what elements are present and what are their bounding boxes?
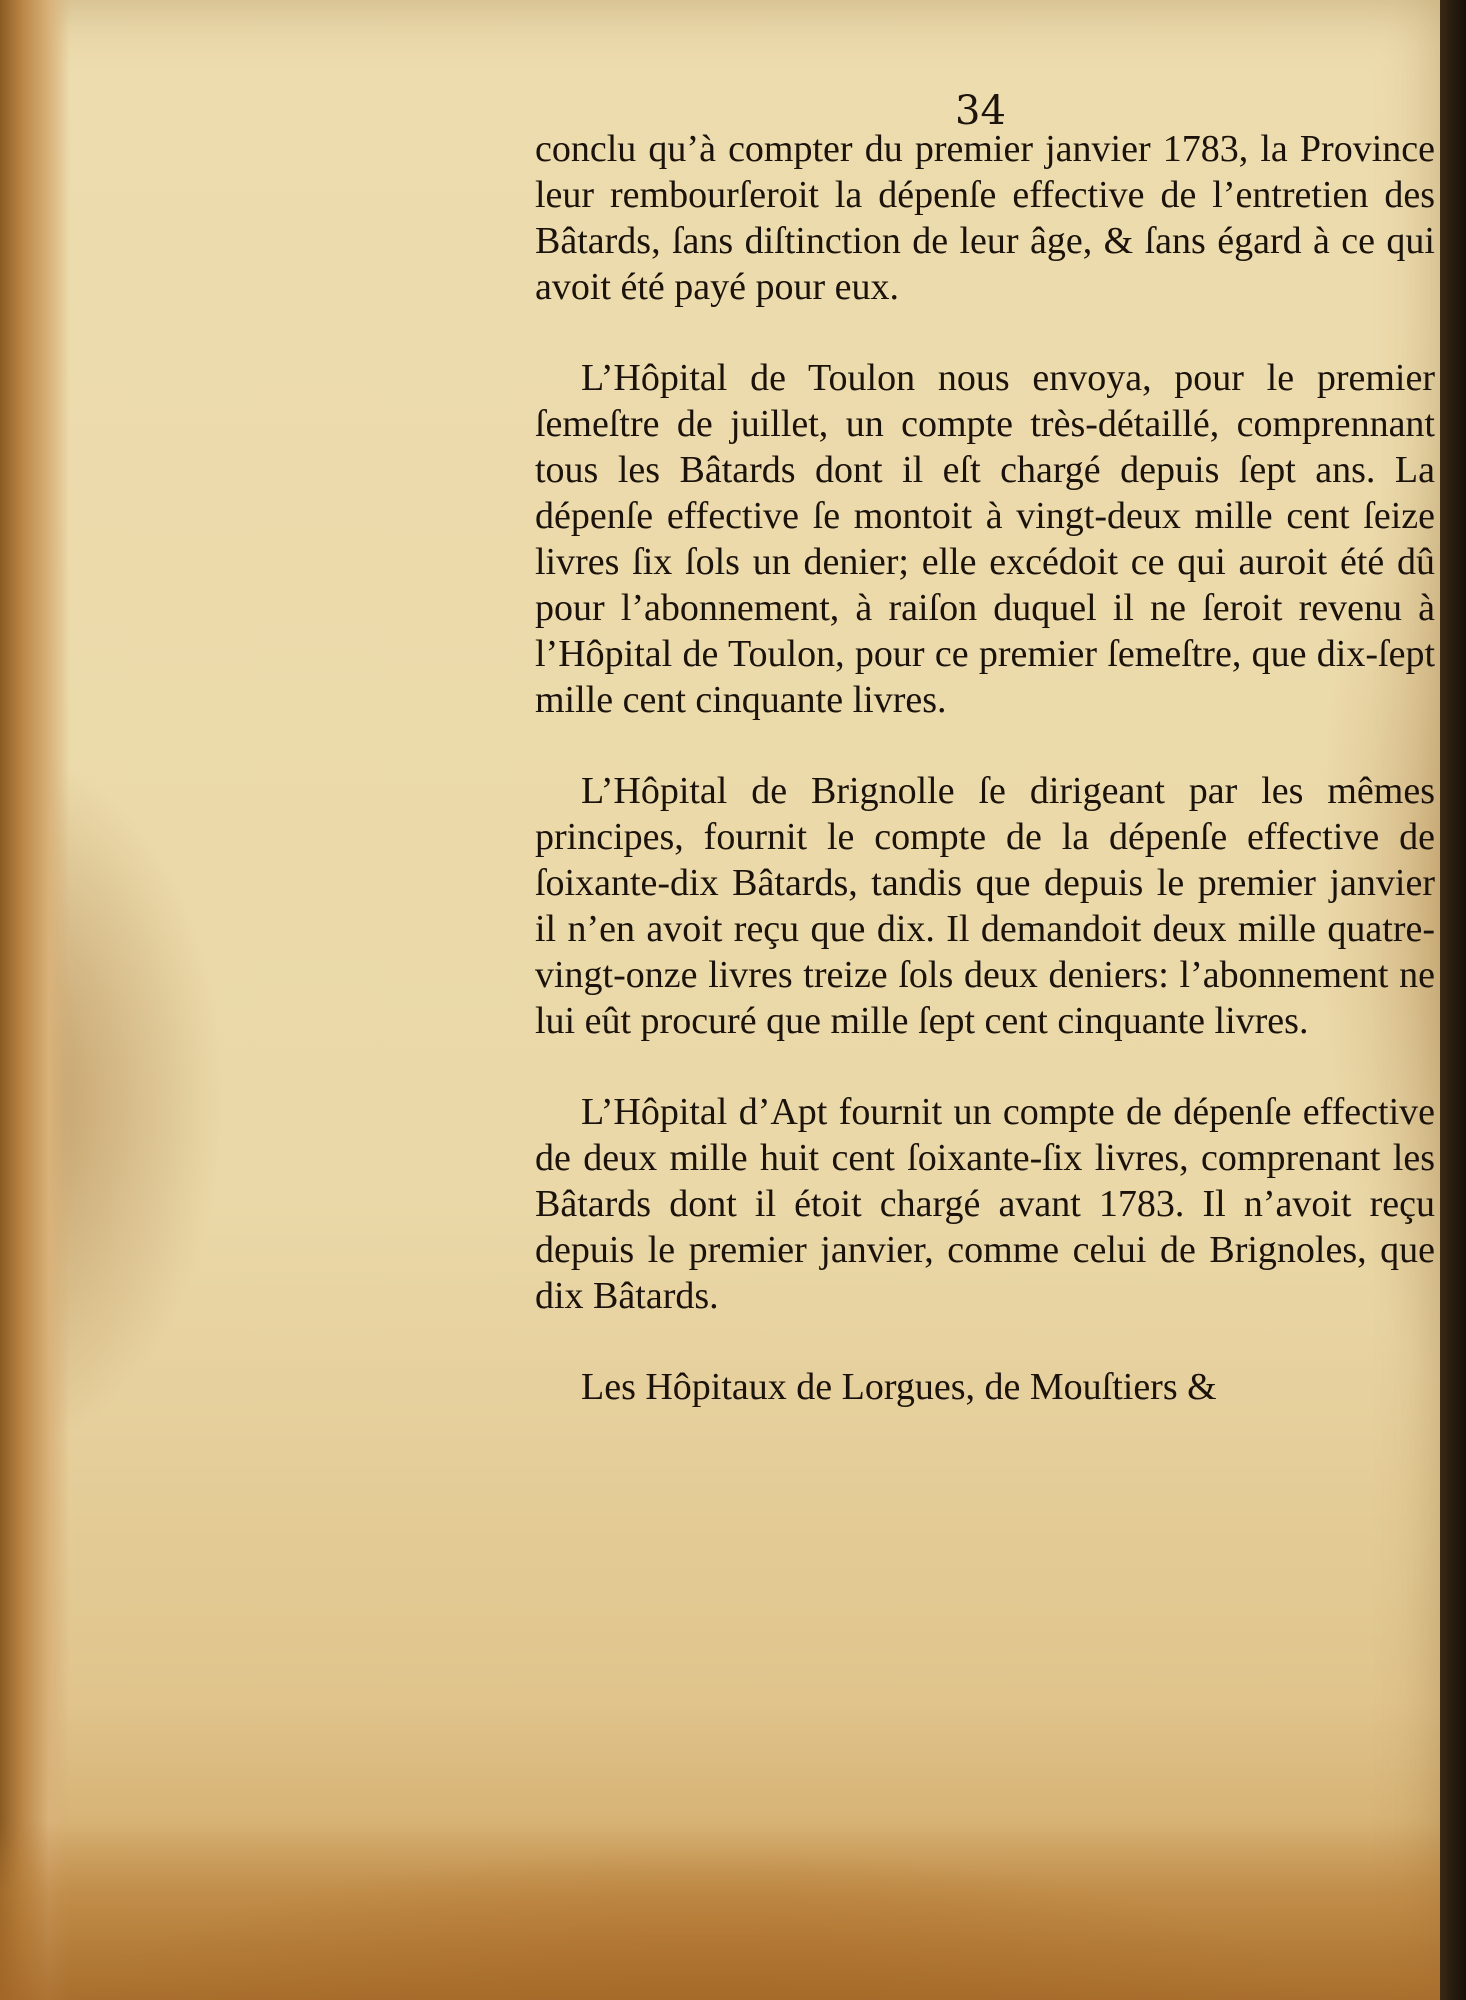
body-text	[535, 126, 1435, 1410]
page-number: 34	[955, 88, 1006, 134]
paragraph-2: L’Hôpital de Toulon nous envoya, pour le premier ſemeſtre de juillet, un compte très-détaillé, comprennant tous les Bâtards dont il eſt chargé depuis ſept ans. La dépenſe effective ſe montoit à vingt-deux mille cent ſeize livres ſix ſols un denier; elle excédoit ce qui auroit été dû pour l’abonnement, à raiſon duquel il ne ſeroit revenu à l’Hôpital de Toulon, pour ce premier ſemeſtre, que dix-ſept mille cent cinquante livres.	[535, 357, 1435, 721]
water-stain	[0, 1820, 1440, 2000]
paragraph-4: L’Hôpital d’Apt fournit un compte de dépenſe effective de deux mille huit cent ſoixante-ſix livres, comprenant les Bâtards dont il étoit chargé avant 1783. Il n’avoit reçu depuis le premier janvier, comme celui de Brignoles, que dix Bâtards.	[535, 1091, 1435, 1317]
paragraph-3: L’Hôpital de Brignolle ſe dirigeant par les mêmes principes, fournit le compte de la dépenſe effective de ſoixante-dix Bâtards, tandis que depuis le premier janvier il n’en avoit reçu que dix. Il demandoit deux mille quatre-vingt-onze livres treize ſols deux deniers: l’abonnement ne lui eût procuré que mille ſept cent cinquante livres.	[535, 770, 1435, 1042]
page-fore-edge	[1440, 0, 1466, 2000]
paragraph-5: Les Hôpitaux de Lorgues, de Mouſtiers &	[581, 1366, 1217, 1408]
binding-gutter	[0, 0, 70, 2000]
paragraph-1: conclu qu’à compter du premier janvier 1783, la Province leur rembourſeroit la dépenſe effective de l’entretien des Bâtards, ſans diſtinction de leur âge, & ſans égard à ce qui avoit été payé pour eux.	[535, 128, 1435, 308]
